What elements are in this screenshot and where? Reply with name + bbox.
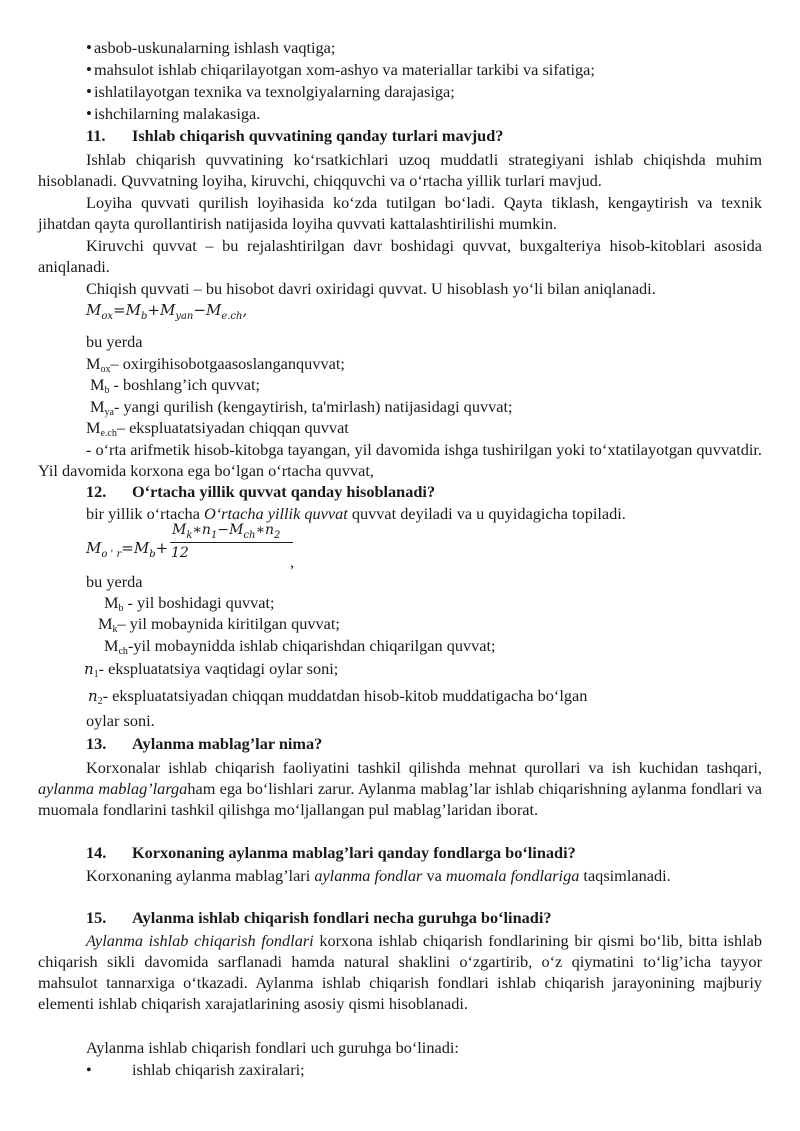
question-title: Korxonaning aylanma mablag’lari qanday fondlarga bo‘linadi? <box>132 843 576 862</box>
bu-yerda-label: bu yerda <box>86 572 143 591</box>
paragraph: Kiruvchi quvvat – bu rejalashtirilgan davr boshidagi quvvat, buxgalteriya hisob-kitoblari asosida aniqlanadi. <box>38 236 762 276</box>
bullet-text: ishlatilayotgan texnika va texnolgiyalarning darajasiga; <box>93 82 455 101</box>
question-number: 11. <box>86 126 106 145</box>
definition-line: $M_{ya}-$ yangi qurilish (kengaytirish, ta'mirlash) natijasidagi quvvat; <box>90 397 513 418</box>
bullet-item <box>86 82 455 102</box>
definition-line: $n_1-$ ekspluatatsiya vaqtidagi oylar soni; <box>84 659 339 680</box>
formula-output-capacity: $M_{ox}=M_b+M_{yan}-M_{e.ch}$, <box>86 301 248 322</box>
paragraph: bir yillik o‘rtacha O‘rtacha yillik quvvat quvvat deyiladi va u quyidagicha topiladi. <box>86 504 626 523</box>
question-number: 14. <box>86 843 107 862</box>
question-heading <box>86 734 322 754</box>
question-number: 15. <box>86 908 107 927</box>
paragraph: Aylanma ishlab chiqarish fondlari korxona ishlab chiqarish fondlarining bir qismi bo‘lib, bitta ishlab chiqarish sikli davomida sarflanadi hamda natural shaklini o‘zgartirib, o‘z qiymatini to‘lig’icha tayyor mahsulot tannarxiga o‘tkazadi. Aylanma ishlab chiqarish fondlari ishlab chiqarish jarayonining majburiy elementi ishlab chiqarish xarajatlarining asosiy qismi hisoblanadi. <box>38 931 762 1013</box>
question-heading <box>86 126 503 146</box>
bullet-text: ishchilarning malakasiga. <box>93 104 261 123</box>
definition-line: $M_b$ - yil boshidagi quvvat; <box>104 593 275 614</box>
bullet-item <box>86 38 335 58</box>
paragraph: Korxonaning aylanma mablag’lari aylanma fondlar va muomala fondlariga taqsimlanadi. <box>86 866 671 885</box>
formula-comma: , <box>290 552 295 571</box>
question-title: Ishlab chiqarish quvvatining qanday turlari mavjud? <box>132 126 504 145</box>
question-title: Aylanma mablag’lar nima? <box>132 734 323 753</box>
bullet-item <box>86 104 260 124</box>
question-heading <box>86 843 576 863</box>
bullet-text: ishlab chiqarish zaxiralari; <box>132 1060 305 1079</box>
paragraph: Ishlab chiqarish quvvatining ko‘rsatkichlari uzoq muddatli strategiyani ishlab chiqishda muhim hisoblanadi. Quvvatning loyiha, kiruvchi, chiqquvchi va o‘rtacha yillik turlari mavjud. <box>38 150 762 190</box>
bullet-text: asbob-uskunalarning ishlash vaqtiga; <box>93 38 336 57</box>
bullet-icon: • <box>86 1060 92 1079</box>
definition-continuation: oylar soni. <box>86 711 155 730</box>
bu-yerda-label: bu yerda <box>86 332 143 351</box>
formula-denominator: 12 <box>171 545 189 561</box>
definition-line: $n_2-$ ekspluatatsiyadan chiqqan muddatdan hisob-kitob muddatigacha bo‘lgan <box>88 686 588 707</box>
bullet-text: mahsulot ishlab chiqarilayotgan xom-ashyo va materiallar tarkibi va sifatiga; <box>93 60 595 79</box>
definition-line: $M_{ox}-$ oxirgihisobotgaasoslanganquvvat; <box>86 354 345 375</box>
question-heading <box>86 908 552 928</box>
fraction-bar <box>170 542 293 543</box>
definition-line: $M_{e.ch}-$ ekspluatatsiyadan chiqqan quvvat <box>86 418 349 439</box>
question-heading <box>86 482 435 502</box>
bullet-item <box>86 60 595 80</box>
question-title: Aylanma ishlab chiqarish fondlari necha guruhga bo‘linadi? <box>132 908 552 927</box>
definition-line: $M_b$ - boshlang’ich quvvat; <box>90 375 261 396</box>
bullet-item <box>86 1060 305 1080</box>
paragraph: Loyiha quvvati qurilish loyihasida ko‘zda tutilgan bo‘ladi. Qayta tiklash, kengaytirish va texnik jihatdan qayta qurollantirish natijasida loyiha quvvati kattalashtirilishi mumkin. <box>38 193 762 233</box>
definition-line: $M_{ch}$-yil mobaynidda ishlab chiqarishdan chiqarilgan quvvat; <box>104 636 496 657</box>
paragraph: - o‘rta arifmetik hisob-kitobga tayangan, yil davomida ishga tushirilgan yoki to‘xtatilayotgan quvvatdir. Yil davomida korxona ega bo‘lgan o‘rtacha quvvat, <box>38 440 762 480</box>
question-number: 13. <box>86 734 107 753</box>
paragraph: Chiqish quvvati – bu hisobot davri oxiridagi quvvat. U hisoblash yo‘li bilan aniqlanadi. <box>86 279 656 298</box>
question-title: O‘rtacha yillik quvvat qanday hisoblanadi? <box>132 482 436 501</box>
definition-line: $M_k-$ yil mobaynida kiritilgan quvvat; <box>98 614 340 635</box>
paragraph: Aylanma ishlab chiqarish fondlari uch guruhga bo‘linadi: <box>86 1038 459 1057</box>
question-number: 12. <box>86 482 107 501</box>
formula-numerator: $M_k∗n_1-M_{ch}∗n_2$ <box>172 522 281 541</box>
paragraph: Korxonalar ishlab chiqarish faoliyatini tashkil qilishda mehnat qurollari va ish kuchidan tashqari, aylanma mablag’largaham ega bo‘lishlari zarur. Aylanma mablag’lar ishlab chiqarishning aylanma fondlari va muomala fondlarini tashkil qilishga mo‘ljallangan pul mablag’laridan iborat. <box>38 758 762 819</box>
formula-average-capacity: $M_{o ' r}=M_b+$ <box>86 539 169 560</box>
